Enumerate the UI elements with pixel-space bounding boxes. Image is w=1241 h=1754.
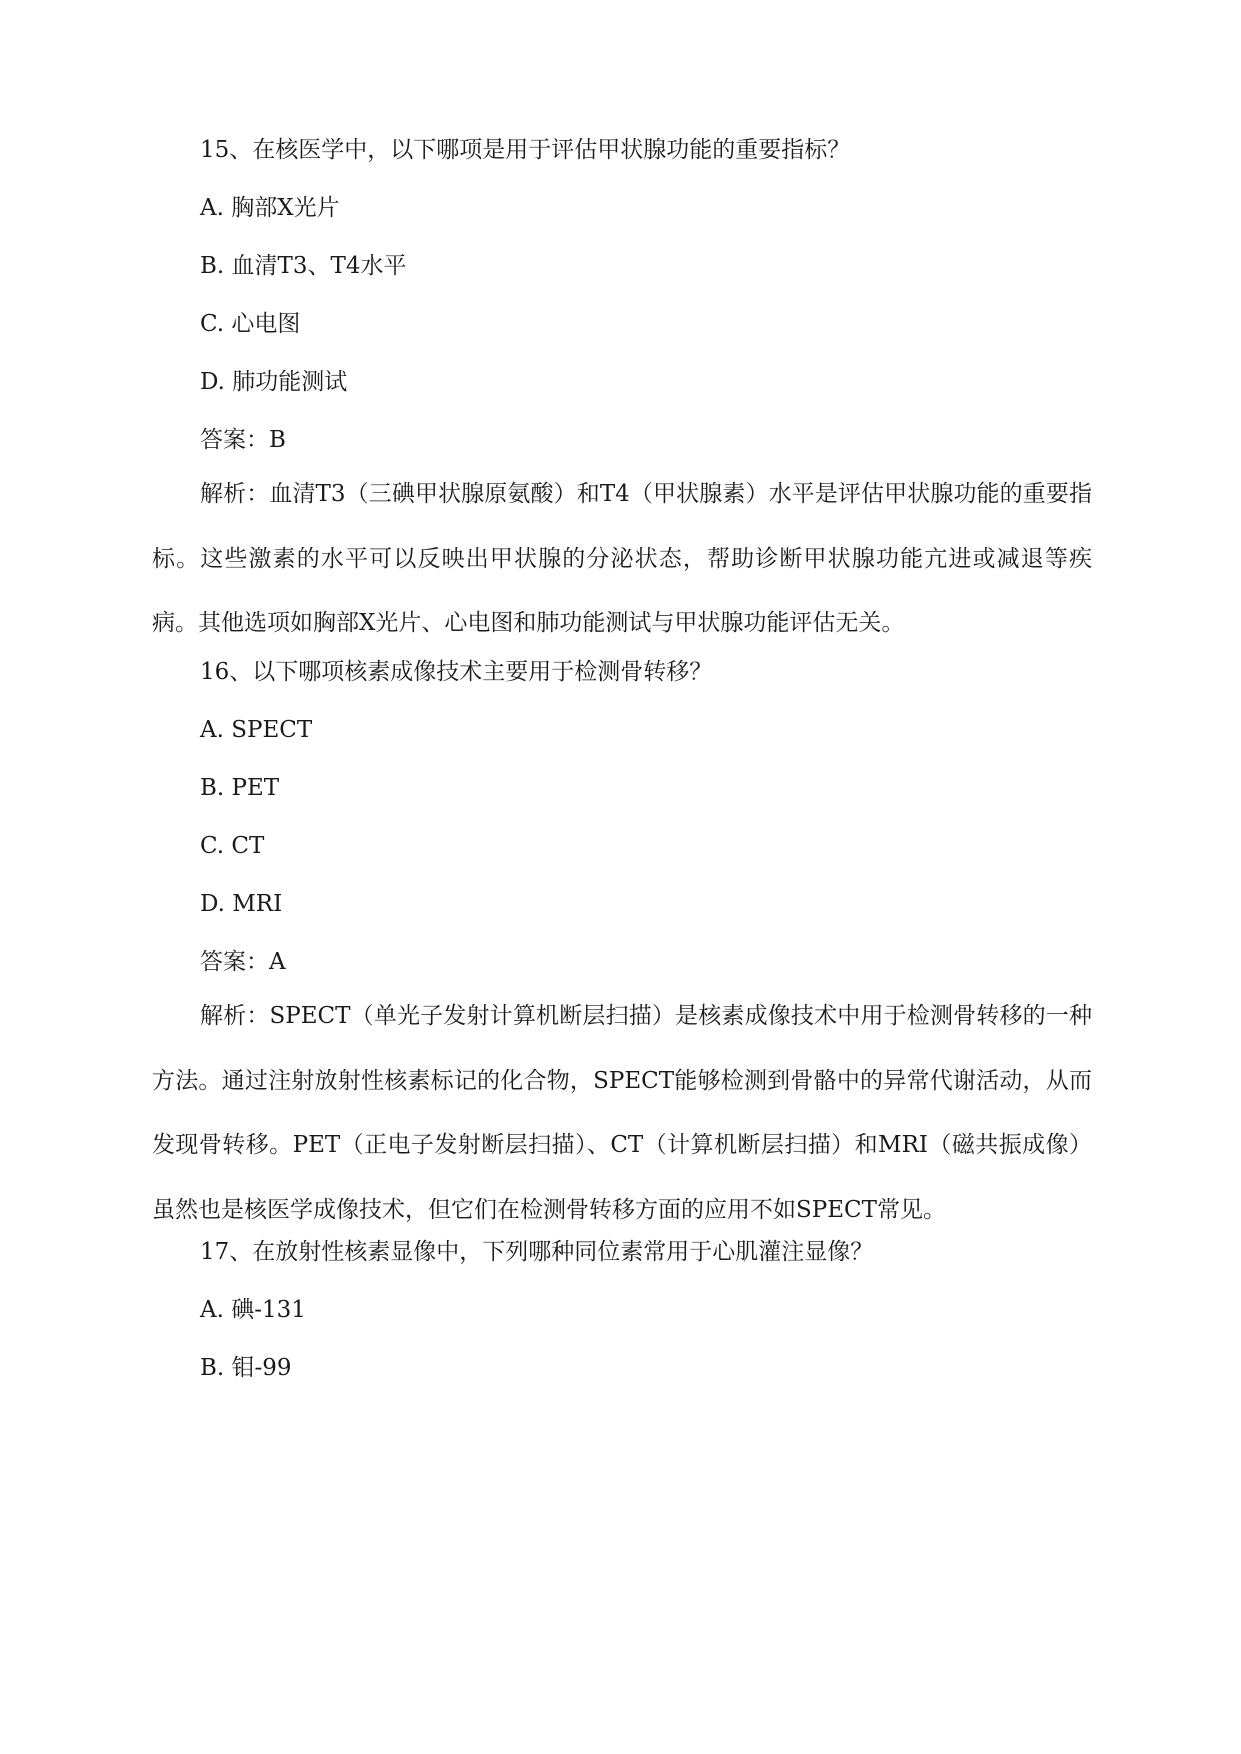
- question-15-text: 15、在核医学中，以下哪项是用于评估甲状腺功能的重要指标？: [200, 137, 851, 163]
- question-17-option-b: B. 钼-99: [200, 1355, 292, 1381]
- question-15-option-d: D. 肺功能测试: [200, 369, 348, 395]
- question-15-option-b: B. 血清T3、T4水平: [200, 253, 407, 279]
- question-16-option-d: D. MRI: [200, 891, 283, 917]
- question-17-option-a: A. 碘-131: [200, 1297, 306, 1323]
- question-15-option-c: C. 心电图: [200, 311, 301, 337]
- question-15-explanation: 解析：血清T3（三碘甲状腺原氨酸）和T4（甲状腺素）水平是评估甲状腺功能的重要指标。这些激素的水平可以反映出甲状腺的分泌状态，帮助诊断甲状腺功能亢进或减退等疾病。其他选项如胸部X光片、心电图和肺功能测试与甲状腺功能评估无关。: [152, 481, 1092, 636]
- question-15-option-a: A. 胸部X光片: [200, 195, 340, 221]
- question-17-text: 17、在放射性核素显像中，下列哪种同位素常用于心肌灌注显像？: [200, 1239, 874, 1265]
- question-16-option-a: A. SPECT: [200, 717, 313, 743]
- question-16-option-b: B. PET: [200, 775, 280, 801]
- question-16-option-c: C. CT: [200, 833, 265, 859]
- question-16-text: 16、以下哪项核素成像技术主要用于检测骨转移？: [200, 659, 713, 685]
- question-16-answer: 答案：A: [200, 949, 286, 975]
- question-16-explanation: 解析：SPECT（单光子发射计算机断层扫描）是核素成像技术中用于检测骨转移的一种方法。通过注射放射性核素标记的化合物，SPECT能够检测到骨骼中的异常代谢活动，从而发现骨转移。PET（正电子发射断层扫描）、CT（计算机断层扫描）和MRI（磁共振成像）虽然也是核医学成像技术，但它们在检测骨转移方面的应用不如SPECT常见。: [152, 1003, 1092, 1223]
- question-15-answer: 答案：B: [200, 427, 286, 453]
